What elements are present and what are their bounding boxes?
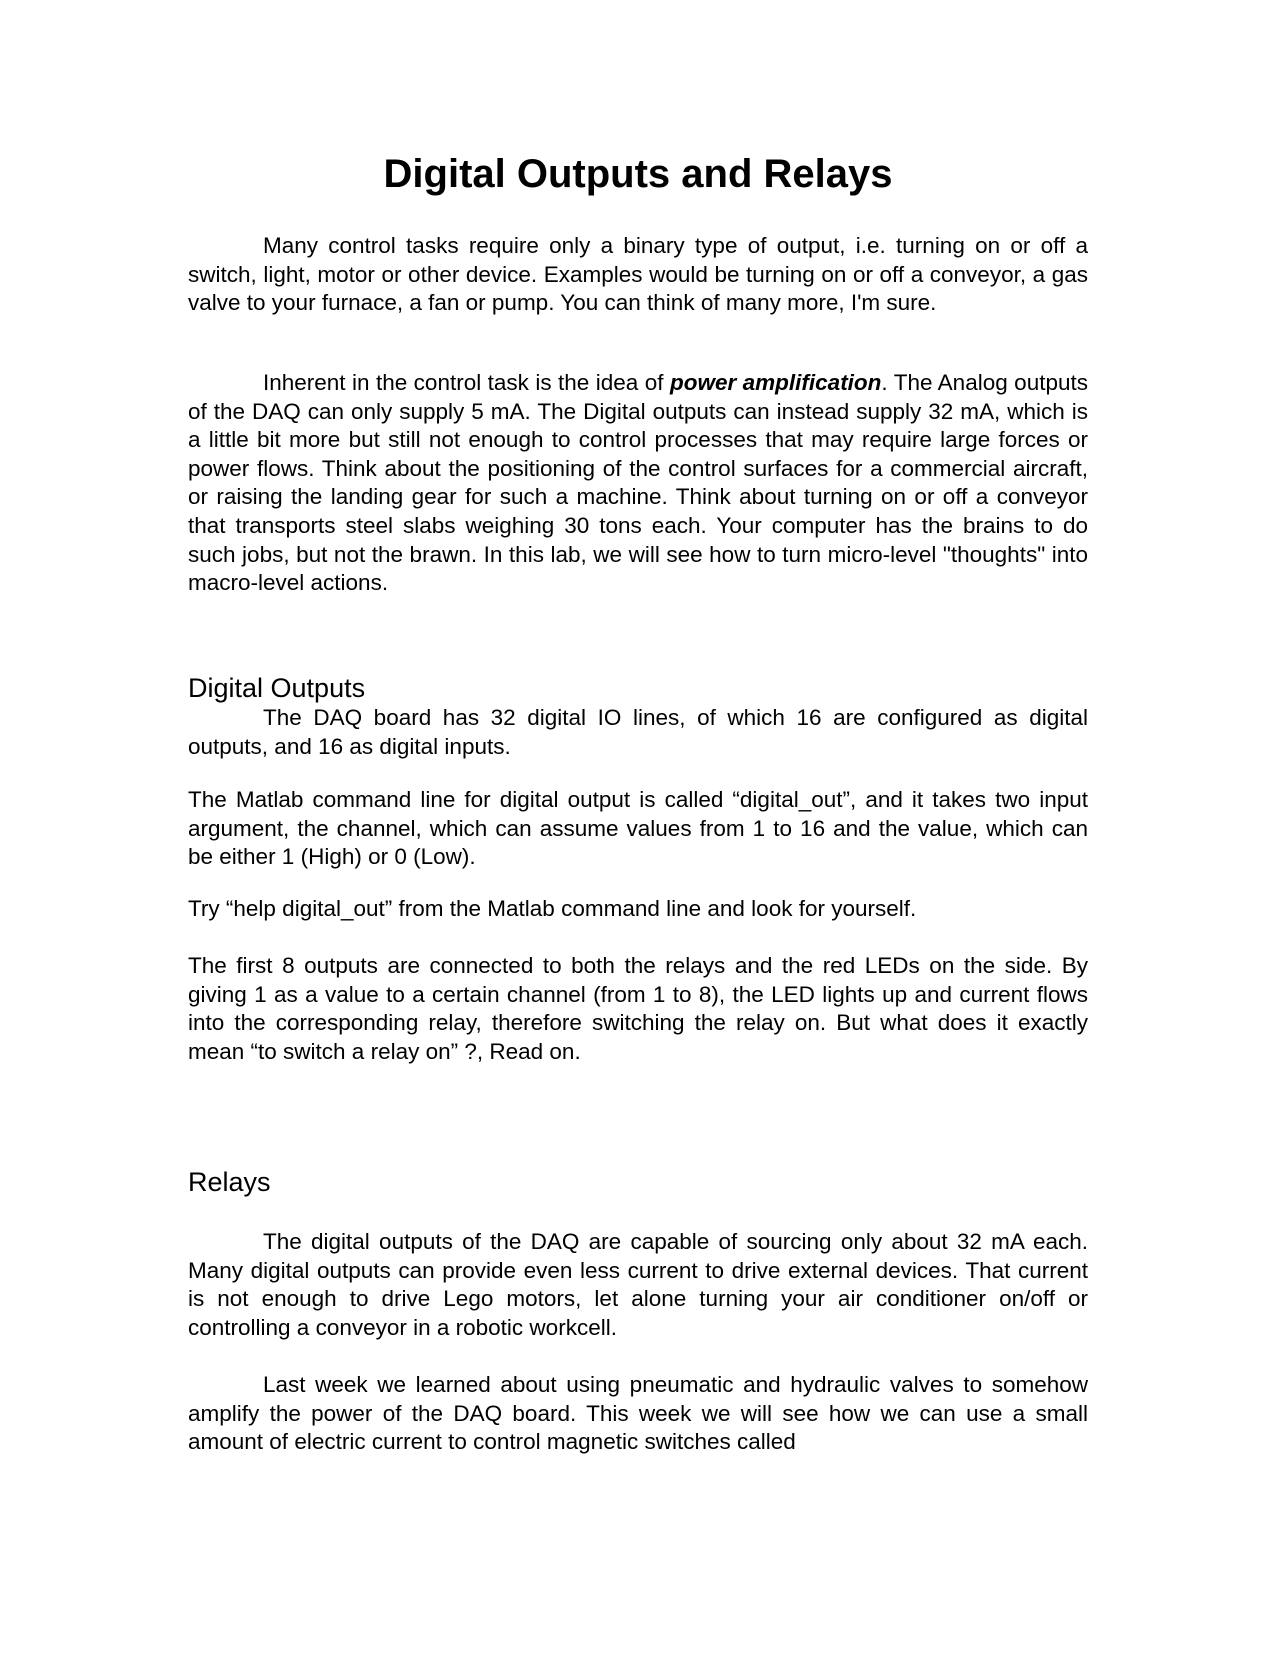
intro-paragraph-2-end: . The Analog outputs of the DAQ can only supply 5 mA. The Digital outputs can instead supply 32 mA, which is a little bit more but still not enough to control processes that may require large forces or power flows. Think about the positioning of the control surfaces for a commercial aircraft, or raising the landing gear for such a machine. Think about turning on or off a conveyor that transports steel slabs weighing 30 tons each. Your computer has the brains to do such jobs, but not the brawn. In this lab, we will see how to turn micro-level "thoughts" into macro-level actions. — [188, 370, 1088, 596]
relays-paragraph-1: The digital outputs of the DAQ are capable of sourcing only about 32 mA each. Many digital outputs can provide even less current to drive external devices. That current is not enough to drive Lego motors, let alone turning your air conditioner on/off or controlling a conveyor in a robotic workcell. — [188, 1229, 1088, 1340]
digital-outputs-paragraph-4: The first 8 outputs are connected to both the relays and the red LEDs on the side. By giving 1 as a value to a certain channel (from 1 to 8), the LED lights up and current flows into the corresponding relay, therefore switching the relay on. But what does it exactly mean “to switch a relay on” ?, Read on. — [188, 953, 1088, 1064]
power-amplification-emphasis: power amplification — [669, 370, 882, 395]
relays-paragraph-2: Last week we learned about using pneumatic and hydraulic valves to somehow amplify the power of the DAQ board. This week we will see how we can use a small amount of electric current to control magnetic switches called — [188, 1372, 1088, 1455]
digital-outputs-paragraph-3: Try “help digital_out” from the Matlab command line and look for yourself. — [188, 896, 917, 921]
section-heading-digital-outputs: Digital Outputs — [188, 673, 366, 703]
digital-outputs-paragraph-1: The DAQ board has 32 digital IO lines, of which 16 are configured as digital outputs, and 16 as digital inputs. — [188, 705, 1088, 759]
digital-outputs-paragraph-2: The Matlab command line for digital output is called “digital_out”, and it takes two input argument, the channel, which can assume values from 1 to 16 and the value, which can be either 1 (High) or 0 (Low). — [188, 787, 1088, 870]
section-heading-relays: Relays — [188, 1167, 271, 1197]
intro-paragraph-2 — [188, 369, 1088, 598]
page-title: Digital Outputs and Relays — [383, 152, 893, 196]
intro-paragraph-1: Many control tasks require only a binary type of output, i.e. turning on or off a switch, light, motor or other device. Examples would be turning on or off a conveyor, a gas valve to your furnace, a fan or pump. You can think of many more, I'm sure. — [188, 233, 1088, 316]
intro-paragraph-2-start: Inherent in the control task is the idea of — [263, 370, 670, 395]
